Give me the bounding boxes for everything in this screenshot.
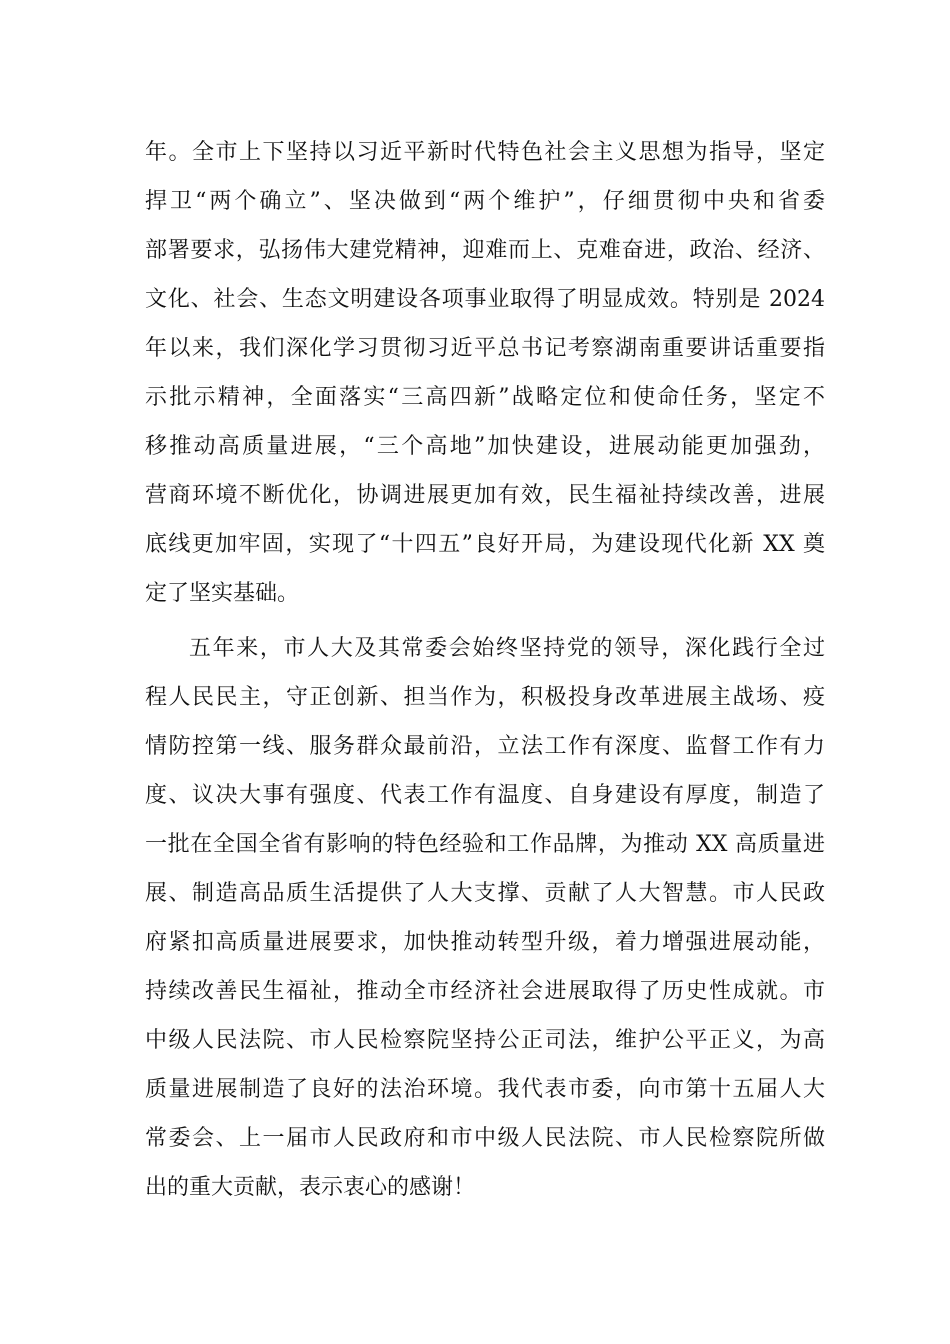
paragraph-2-line: 常委会、上一届市人民政府和市中级人民法院、市人民检察院所做 bbox=[145, 1126, 825, 1151]
paragraph-1-line: 营商环境不断优化，协调进展更加有效，民生福祉持续改善，进展 bbox=[145, 483, 825, 508]
paragraph-2-line: 度、议决大事有强度、代表工作有温度、自身建设有厚度，制造了 bbox=[145, 783, 825, 808]
paragraph-1-line: 文化、社会、生态文明建设各项事业取得了明显成效。特别是 2024 bbox=[145, 287, 825, 312]
paragraph-1-last-line: 定了坚实基础。 bbox=[145, 581, 300, 606]
paragraph-2 bbox=[145, 624, 825, 1212]
paragraph-1-line: 捍卫“两个确立”、坚决做到“两个维护”，仔细贯彻中央和省委 bbox=[145, 189, 825, 214]
paragraph-2-line: 一批在全国全省有影响的特色经验和工作品牌，为推动 XX 高质量进 bbox=[145, 832, 825, 857]
paragraph-2-line: 府紧扣高质量进展要求，加快推动转型升级，着力增强进展动能， bbox=[145, 930, 825, 955]
paragraph-2-line: 质量进展制造了良好的法治环境。我代表市委，向市第十五届人大 bbox=[145, 1077, 825, 1102]
paragraph-1-line: 移推动高质量进展，“三个高地”加快建设，进展动能更加强劲， bbox=[145, 434, 825, 459]
paragraph-1 bbox=[145, 128, 825, 618]
paragraph-2-line: 中级人民法院、市人民检察院坚持公正司法，维护公平正义，为高 bbox=[145, 1028, 825, 1053]
paragraph-2-last-line: 出的重大贡献，表示衷心的感谢！ bbox=[145, 1175, 476, 1200]
paragraph-2-line: 程人民民主，守正创新、担当作为，积极投身改革进展主战场、疫 bbox=[145, 685, 825, 710]
paragraph-1-line: 年。全市上下坚持以习近平新时代特色社会主义思想为指导，坚定 bbox=[145, 140, 825, 165]
paragraph-2-first-line: 五年来，市人大及其常委会始终坚持党的领导，深化践行全过 bbox=[189, 636, 825, 661]
paragraph-2-line: 展、制造高品质生活提供了人大支撑、贡献了人大智慧。市人民政 bbox=[145, 881, 825, 906]
paragraph-2-line: 情防控第一线、服务群众最前沿，立法工作有深度、监督工作有力 bbox=[145, 734, 825, 759]
paragraph-1-line: 示批示精神，全面落实“三高四新”战略定位和使命任务，坚定不 bbox=[145, 385, 825, 410]
paragraph-1-line: 年以来，我们深化学习贯彻习近平总书记考察湖南重要讲话重要指 bbox=[145, 336, 825, 361]
paragraph-1-line: 底线更加牢固，实现了“十四五”良好开局，为建设现代化新 XX 奠 bbox=[145, 532, 825, 557]
paragraph-2-line: 持续改善民生福祉，推动全市经济社会进展取得了历史性成就。市 bbox=[145, 979, 825, 1004]
paragraph-1-line: 部署要求，弘扬伟大建党精神，迎难而上、克难奋进，政治、经济、 bbox=[145, 238, 825, 263]
